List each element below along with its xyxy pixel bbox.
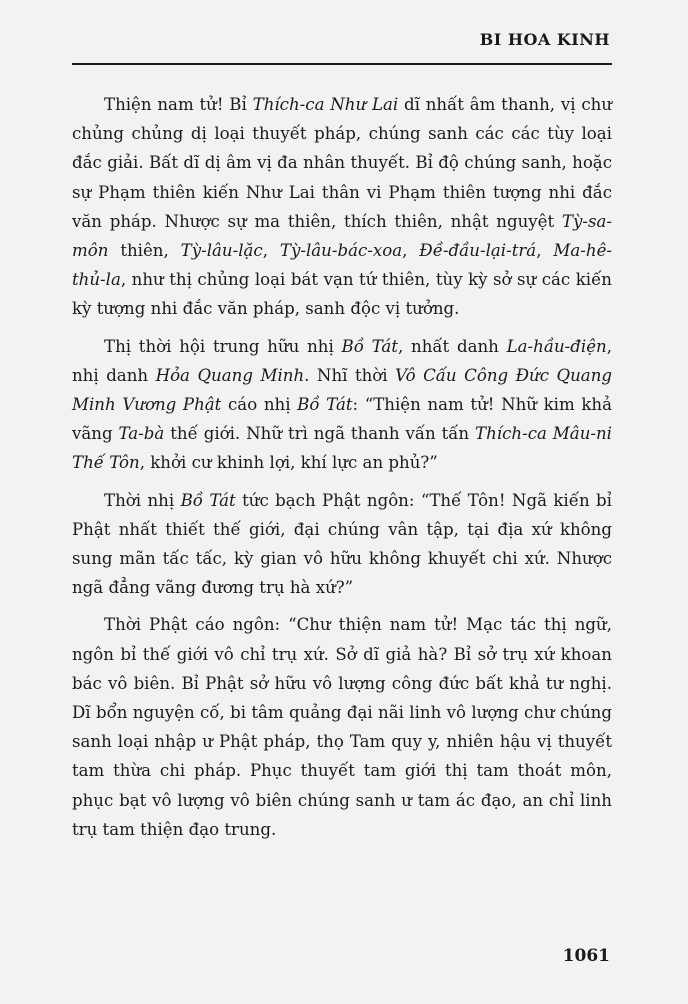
text-run: tức bạch Phật ngôn: “Thế Tôn! Ngã kiến bỉ Phật nhất thiết thế giới, đại chúng vân tập, tại địa xứ không sung mãn tấc tấc, kỳ gian vô hữu không khuyết chi xứ. Nhược ngã đẳng vãng đương trụ hà xứ?”	[72, 490, 612, 598]
text-run: , nhất danh	[397, 336, 507, 356]
text-run: thiên,	[108, 241, 181, 261]
paragraph-4	[72, 610, 612, 844]
header-rule	[72, 63, 612, 65]
text-run: : “Thiện nam tử! Nhữ kim khả vãng	[72, 395, 613, 444]
running-header-title: BI HOA KINH	[479, 30, 610, 49]
italic-term: Hỏa Quang Minh	[155, 365, 305, 385]
italic-term: Vô Cấu Công Đức Quang Minh Vương Phật	[72, 365, 613, 415]
text-run: . Nhĩ thời	[304, 365, 396, 385]
text-run: cáo nhị	[221, 395, 298, 415]
italic-term: Tỳ-sa-môn	[72, 211, 612, 261]
text-run: , khởi cư khinh lợi, khí lực an phủ?”	[139, 453, 438, 473]
italic-term: Tỳ-lâu-lặc	[180, 241, 263, 261]
text-run: Thị thời hội trung hữu nhị	[104, 336, 342, 356]
paragraph-2	[72, 332, 612, 478]
italic-term: La-hầu-điện	[506, 336, 607, 356]
text-run: , như thị chủng loại bát vạn tứ thiên, tùy kỳ sở sự các kiến kỳ tượng nhi đắc văn pháp, sanh độc vị tưởng.	[72, 270, 612, 319]
text-run: ,	[262, 241, 280, 261]
italic-term: Ma-hê-thủ-la	[72, 241, 612, 290]
italic-term: Thích-ca Mâu-ni Thế Tôn	[72, 424, 612, 473]
paragraph-1	[72, 90, 612, 324]
text-run: Thời nhị	[104, 490, 181, 510]
text-run: ,	[402, 241, 420, 261]
italic-term: Thích-ca Như Lai	[252, 95, 399, 114]
italic-term: Bồ Tát	[341, 336, 398, 356]
italic-term: Đề-đầu-lại-trá	[419, 241, 537, 261]
page-number: 1061	[562, 946, 610, 966]
text-run: dĩ nhất âm thanh, vị chư chủng chủng dị loại thuyết pháp, chúng sanh các các tùy loại đắc giải. Bất dĩ dị âm vị đa nhân thuyết. Bỉ độ chúng sanh, hoặc sự Phạm thiên kiến Như Lai thân vi Phạm thiên tượng nhi đắc văn pháp. Nhược sự ma thiên, thích thiên, nhật nguyệt	[72, 95, 613, 231]
paragraph-3	[72, 486, 612, 603]
italic-term: Ta-bà	[118, 424, 165, 444]
italic-term: Bồ Tát	[180, 490, 236, 510]
text-run: Thời Phật cáo ngôn: “Chư thiện nam tử! Mạc tác thị ngữ, ngôn bỉ thế giới vô chỉ trụ xứ. Sở dĩ giả hà? Bỉ sở trụ xứ khoan bác vô biên. Bỉ Phật sở hữu vô lượng công đức bất khả tư nghị. Dĩ bổn nguyện cố, bi tâm quảng đại nãi linh vô lượng chư chúng sanh loại nhập ư Phật pháp, thọ Tam quy y, nhiên hậu vị thuyết tam thừa chi pháp. Phục thuyết tam giới thị tam thoát môn, phục bạt vô lượng vô biên chúng sanh ư tam ác đạo, an chỉ linh trụ tam thiện đạo trung.	[72, 615, 612, 839]
text-run: , nhị danh	[72, 336, 612, 385]
text-run: thế giới. Nhữ trì ngã thanh vấn tấn	[164, 424, 476, 444]
text-run: Thiện nam tử! Bỉ	[104, 95, 253, 114]
body-text	[72, 90, 612, 852]
text-run: ,	[536, 241, 554, 261]
italic-term: Tỳ-lâu-bác-xoa	[279, 241, 403, 261]
italic-term: Bồ Tát	[297, 395, 353, 415]
